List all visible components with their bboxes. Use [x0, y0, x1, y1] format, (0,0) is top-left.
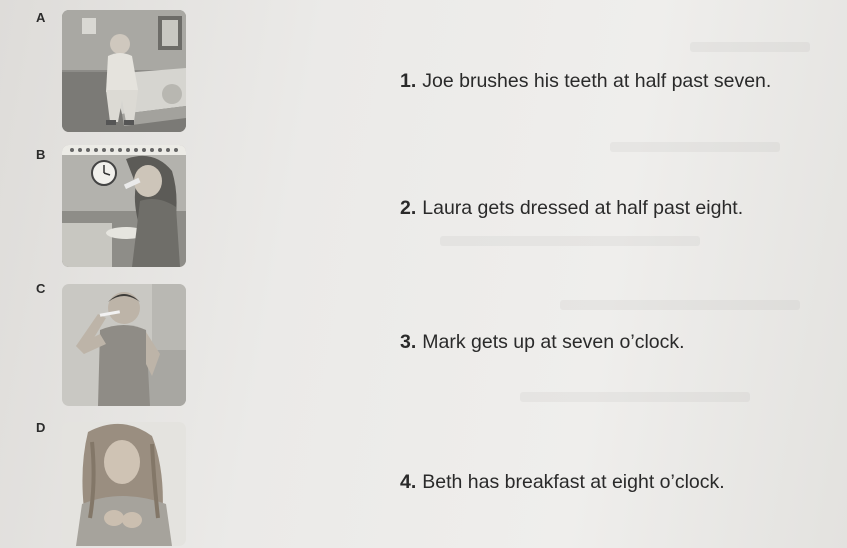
photo-d-girl-buttoning-shirt [62, 422, 186, 546]
photo-a-child-in-bedroom [62, 10, 186, 132]
photo-b-girl-at-breakfast [62, 145, 186, 267]
photo-c-boy-brushing-teeth [62, 284, 186, 406]
sentence-number: 3. [400, 331, 417, 353]
sentence-text: Laura gets dressed at half past eight. [422, 197, 744, 219]
photo-label-b: B [36, 147, 46, 162]
show-through-text [520, 392, 750, 402]
sentence-3 [400, 331, 685, 354]
photo-label-c: C [36, 281, 46, 296]
sentence-number: 1. [400, 70, 417, 92]
show-through-text [690, 42, 810, 52]
show-through-text [560, 300, 800, 310]
sentence-1 [400, 70, 771, 93]
sentence-text: Beth has breakfast at eight o’clock. [422, 471, 725, 493]
sentence-2 [400, 197, 743, 220]
photo-label-d: D [36, 420, 46, 435]
sentence-text: Joe brushes his teeth at half past seven. [422, 70, 772, 92]
show-through-text [440, 236, 700, 246]
sentence-number: 2. [400, 197, 417, 219]
show-through-text [610, 142, 780, 152]
photo-label-a: A [36, 10, 46, 25]
sentence-number: 4. [400, 471, 417, 493]
sentence-4 [400, 471, 725, 494]
sentence-text: Mark gets up at seven o’clock. [422, 331, 685, 353]
